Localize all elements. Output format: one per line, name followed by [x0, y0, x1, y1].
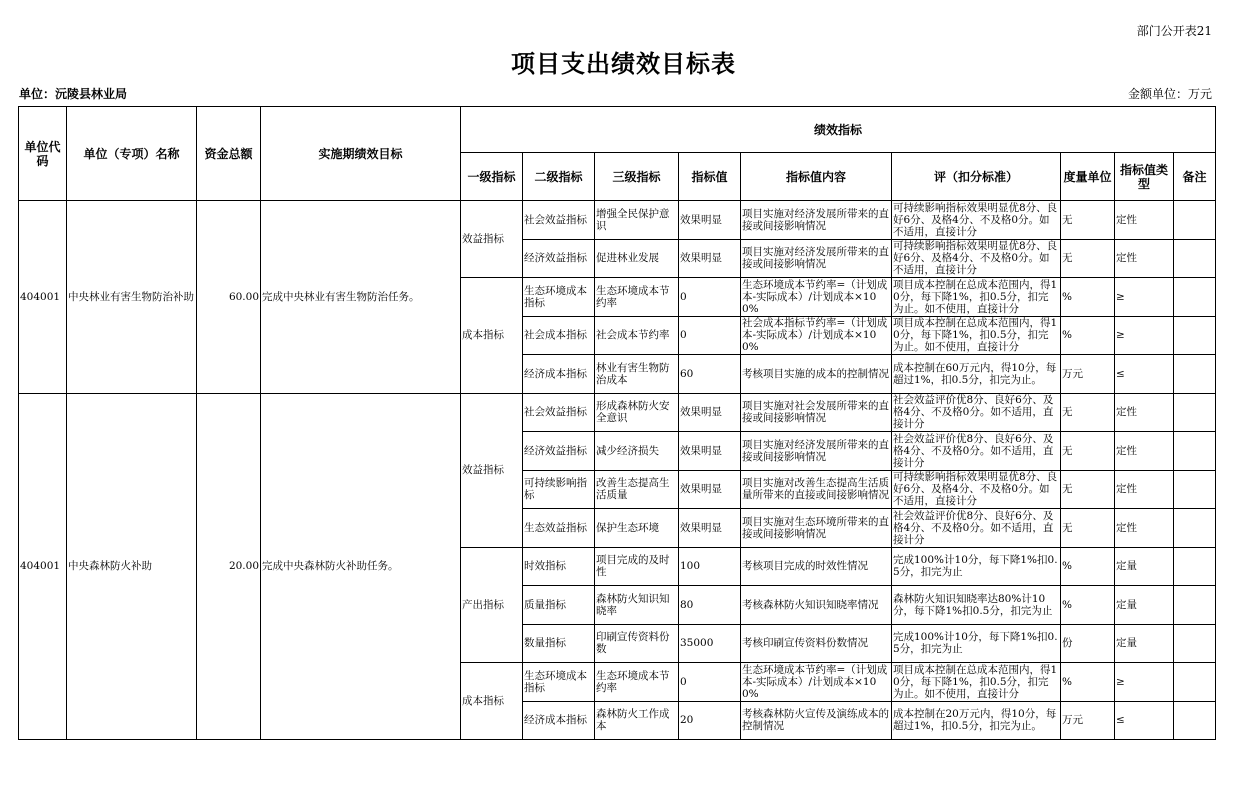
score-standard: 社会效益评价优8分、良好6分、及格4分、不及格0分。如不适用，直接计分 — [892, 393, 1061, 432]
indicator-value: 80 — [679, 586, 741, 625]
level3-indicator: 改善生态提高生活质量 — [595, 470, 679, 509]
score-standard: 森林防火知识知晓率达80%计10分，每下降1%扣0.5分，扣完为止 — [892, 586, 1061, 625]
project-amount: 60.00 — [197, 201, 261, 394]
header-total-funds: 资金总额 — [197, 107, 261, 201]
indicator-value: 效果明显 — [679, 239, 741, 278]
indicator-content: 社会成本指标节约率=（计划成本-实际成本）/计划成本×100% — [741, 316, 892, 355]
score-standard: 可持续影响指标效果明显优8分、良好6分、及格4分、不及格0分。如不适用，直接计分 — [892, 201, 1061, 240]
note — [1174, 355, 1216, 394]
level3-indicator: 印刷宣传资料份数 — [595, 624, 679, 663]
indicator-value: 效果明显 — [679, 393, 741, 432]
value-type: 定量 — [1115, 547, 1174, 586]
header-level3: 三级指标 — [595, 153, 679, 201]
note — [1174, 239, 1216, 278]
score-standard: 社会效益评价优8分、良好6分、及格4分、不及格0分。如不适用，直接计分 — [892, 509, 1061, 548]
indicator-content: 项目实施对经济发展所带来的直接或间接影响情况 — [741, 432, 892, 471]
indicator-value: 效果明显 — [679, 432, 741, 471]
level3-indicator: 减少经济损失 — [595, 432, 679, 471]
measure-unit: 份 — [1061, 624, 1115, 663]
note — [1174, 586, 1216, 625]
measure-unit: 无 — [1061, 201, 1115, 240]
header-unit-code: 单位代码 — [19, 107, 67, 201]
note — [1174, 624, 1216, 663]
level3-indicator: 生态环境成本节约率 — [595, 663, 679, 702]
value-type: 定量 — [1115, 586, 1174, 625]
level3-indicator: 保护生态环境 — [595, 509, 679, 548]
level2-indicator: 生态环境成本指标 — [523, 663, 595, 702]
level2-indicator: 经济效益指标 — [523, 239, 595, 278]
indicator-content: 考核印刷宣传资料份数情况 — [741, 624, 892, 663]
level2-indicator: 经济效益指标 — [523, 432, 595, 471]
indicator-content: 考核森林防火宣传及演练成本的控制情况 — [741, 701, 892, 740]
level2-indicator: 经济成本指标 — [523, 701, 595, 740]
indicator-value: 60 — [679, 355, 741, 394]
level2-indicator: 社会效益指标 — [523, 201, 595, 240]
value-type: ≥ — [1115, 663, 1174, 702]
level2-indicator: 生态环境成本指标 — [523, 278, 595, 317]
level3-indicator: 生态环境成本节约率 — [595, 278, 679, 317]
measure-unit: % — [1061, 316, 1115, 355]
value-type: 定性 — [1115, 201, 1174, 240]
note — [1174, 547, 1216, 586]
project-code: 404001 — [19, 201, 67, 394]
project-code: 404001 — [19, 393, 67, 740]
level2-indicator: 经济成本指标 — [523, 355, 595, 394]
measure-unit: 万元 — [1061, 701, 1115, 740]
level3-indicator: 森林防火知识知晓率 — [595, 586, 679, 625]
project-name: 中央森林防火补助 — [67, 393, 197, 740]
header-score: 评（扣分标准） — [892, 153, 1061, 201]
value-type: ≥ — [1115, 316, 1174, 355]
score-standard: 可持续影响指标效果明显优8分、良好6分、及格4分、不及格0分。如不适用，直接计分 — [892, 239, 1061, 278]
level3-indicator: 增强全民保护意识 — [595, 201, 679, 240]
indicator-value: 效果明显 — [679, 201, 741, 240]
note — [1174, 509, 1216, 548]
value-type: 定量 — [1115, 624, 1174, 663]
level1-indicator: 产出指标 — [461, 547, 523, 663]
measure-unit: % — [1061, 663, 1115, 702]
measure-unit: 无 — [1061, 509, 1115, 548]
value-type: 定性 — [1115, 239, 1174, 278]
score-standard: 完成100%计10分，每下降1%扣0.5分，扣完为止 — [892, 624, 1061, 663]
level2-indicator: 社会成本指标 — [523, 316, 595, 355]
indicator-content: 考核项目实施的成本的控制情况 — [741, 355, 892, 394]
measure-unit: 无 — [1061, 470, 1115, 509]
measure-unit: 无 — [1061, 393, 1115, 432]
project-amount: 20.00 — [197, 393, 261, 740]
level2-indicator: 生态效益指标 — [523, 509, 595, 548]
project-name: 中央林业有害生物防治补助 — [67, 201, 197, 394]
indicator-content: 项目实施对生态环境所带来的直接或间接影响情况 — [741, 509, 892, 548]
indicator-value: 0 — [679, 663, 741, 702]
header-level1: 一级指标 — [461, 153, 523, 201]
header-note: 备注 — [1174, 153, 1216, 201]
indicator-value: 效果明显 — [679, 470, 741, 509]
project-goal: 完成中央林业有害生物防治任务。 — [261, 201, 461, 394]
measure-unit: % — [1061, 278, 1115, 317]
note — [1174, 432, 1216, 471]
level3-indicator: 社会成本节约率 — [595, 316, 679, 355]
performance-target-table — [18, 106, 1216, 740]
note — [1174, 393, 1216, 432]
value-type: 定性 — [1115, 432, 1174, 471]
header-goal: 实施期绩效目标 — [261, 107, 461, 201]
score-standard: 项目成本控制在总成本范围内，得10分，每下降1%，扣0.5分，扣完为止。如不使用，直接计分 — [892, 663, 1061, 702]
level1-indicator: 成本指标 — [461, 663, 523, 740]
indicator-content: 项目实施对改善生态提高生活质量所带来的直接或间接影响情况 — [741, 470, 892, 509]
score-standard: 成本控制在20万元内，得10分，每超过1%，扣0.5分，扣完为止。 — [892, 701, 1061, 740]
note — [1174, 201, 1216, 240]
indicator-value: 0 — [679, 278, 741, 317]
note — [1174, 470, 1216, 509]
table-row — [19, 201, 1216, 240]
score-standard: 社会效益评价优8分、良好6分、及格4分、不及格0分。如不适用，直接计分 — [892, 432, 1061, 471]
header-unit-name: 单位（专项）名称 — [67, 107, 197, 201]
level3-indicator: 项目完成的及时性 — [595, 547, 679, 586]
measure-unit: 万元 — [1061, 355, 1115, 394]
header-value-type: 指标值类型 — [1115, 153, 1174, 201]
indicator-value: 100 — [679, 547, 741, 586]
table-row — [19, 393, 1216, 432]
score-standard: 项目成本控制在总成本范围内，得10分，每下降1%，扣0.5分，扣完为止。如不使用，直接计分 — [892, 278, 1061, 317]
indicator-content: 项目实施对经济发展所带来的直接或间接影响情况 — [741, 239, 892, 278]
value-type: 定性 — [1115, 470, 1174, 509]
level3-indicator: 林业有害生物防治成本 — [595, 355, 679, 394]
value-type: ≥ — [1115, 278, 1174, 317]
project-goal: 完成中央森林防火补助任务。 — [261, 393, 461, 740]
score-standard: 完成100%计10分，每下降1%扣0.5分，扣完为止 — [892, 547, 1061, 586]
indicator-content: 考核项目完成的时效性情况 — [741, 547, 892, 586]
indicator-value: 效果明显 — [679, 509, 741, 548]
level1-indicator: 效益指标 — [461, 393, 523, 547]
level3-indicator: 森林防火工作成本 — [595, 701, 679, 740]
level2-indicator: 社会效益指标 — [523, 393, 595, 432]
note — [1174, 278, 1216, 317]
header-performance: 绩效指标 — [461, 107, 1216, 153]
score-standard: 成本控制在60万元内，得10分，每超过1%，扣0.5分，扣完为止。 — [892, 355, 1061, 394]
money-unit-label: 金额单位：万元 — [1127, 87, 1212, 101]
indicator-content: 考核森林防火知识知晓率情况 — [741, 586, 892, 625]
level2-indicator: 数量指标 — [523, 624, 595, 663]
indicator-value: 35000 — [679, 624, 741, 663]
page-title: 项目支出绩效目标表 — [511, 49, 736, 78]
note — [1174, 316, 1216, 355]
level1-indicator: 成本指标 — [461, 278, 523, 394]
header-value: 指标值 — [679, 153, 741, 201]
indicator-content: 生态环境成本节约率=（计划成本-实际成本）/计划成本×100% — [741, 663, 892, 702]
measure-unit: 无 — [1061, 239, 1115, 278]
level3-indicator: 形成森林防火安全意识 — [595, 393, 679, 432]
measure-unit: 无 — [1061, 432, 1115, 471]
indicator-value: 20 — [679, 701, 741, 740]
form-number: 部门公开表21 — [1136, 24, 1212, 38]
value-type: ≤ — [1115, 701, 1174, 740]
indicator-content: 项目实施对社会发展所带来的直接或间接影响情况 — [741, 393, 892, 432]
value-type: 定性 — [1115, 509, 1174, 548]
score-standard: 项目成本控制在总成本范围内，得10分，每下降1%，扣0.5分，扣完为止。如不使用，直接计分 — [892, 316, 1061, 355]
value-type: ≤ — [1115, 355, 1174, 394]
header-measure-unit: 度量单位 — [1061, 153, 1115, 201]
note — [1174, 663, 1216, 702]
note — [1174, 701, 1216, 740]
indicator-content: 生态环境成本节约率=（计划成本-实际成本）/计划成本×100% — [741, 278, 892, 317]
level2-indicator: 时效指标 — [523, 547, 595, 586]
level1-indicator: 效益指标 — [461, 201, 523, 278]
indicator-value: 0 — [679, 316, 741, 355]
header-content: 指标值内容 — [741, 153, 892, 201]
level2-indicator: 可持续影响指标 — [523, 470, 595, 509]
value-type: 定性 — [1115, 393, 1174, 432]
score-standard: 可持续影响指标效果明显优8分、良好6分、及格4分、不及格0分。如不适用，直接计分 — [892, 470, 1061, 509]
measure-unit: % — [1061, 586, 1115, 625]
measure-unit: % — [1061, 547, 1115, 586]
level2-indicator: 质量指标 — [523, 586, 595, 625]
unit-label: 单位：沅陵县林业局 — [19, 87, 128, 101]
header-level2: 二级指标 — [523, 153, 595, 201]
indicator-content: 项目实施对经济发展所带来的直接或间接影响情况 — [741, 201, 892, 240]
level3-indicator: 促进林业发展 — [595, 239, 679, 278]
